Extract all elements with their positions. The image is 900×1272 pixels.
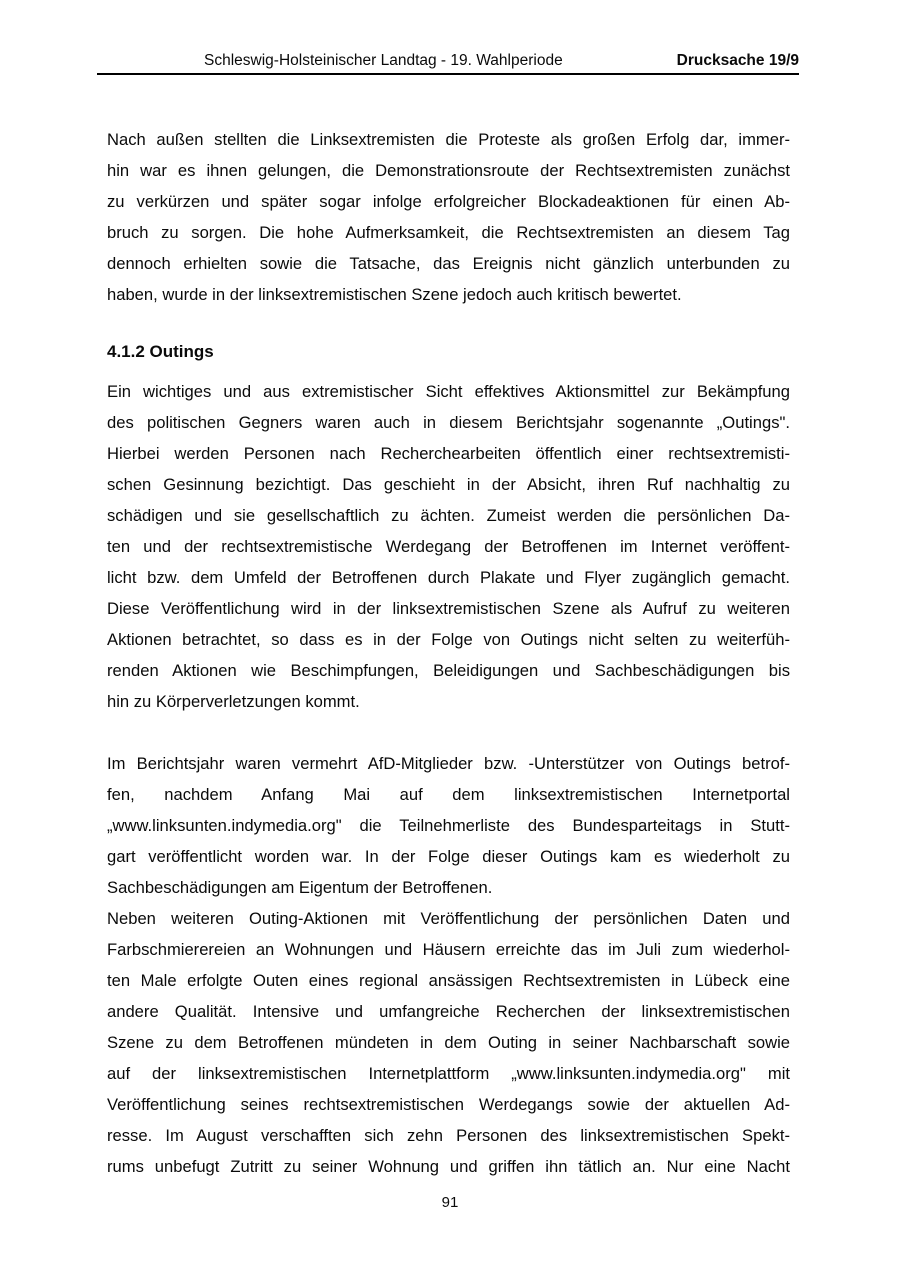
text-line: Neben weiteren Outing-Aktionen mit Veröffentlichung der persönlichen Daten und <box>107 909 790 928</box>
header-left-text: Schleswig-Holsteinischer Landtag - 19. Wahlperiode <box>204 52 563 69</box>
paragraph-4 <box>107 903 790 1182</box>
header-right-text: Drucksache 19/9 <box>676 52 799 69</box>
text-line: dennoch erhielten sowie die Tatsache, das Ereignis nicht gänzlich unterbunden zu <box>107 254 790 273</box>
text-line: Szene zu dem Betroffenen mündeten in dem Outing in seiner Nachbarschaft sowie <box>107 1033 790 1052</box>
text-line: schen Gesinnung bezichtigt. Das geschieht in der Absicht, ihren Ruf nachhaltig zu <box>107 475 790 494</box>
text-line: Hierbei werden Personen nach Recherchearbeiten öffentlich einer rechtsextremisti- <box>107 444 790 463</box>
text-line: andere Qualität. Intensive und umfangreiche Recherchen der linksextremistischen <box>107 1002 790 1021</box>
text-line: hin war es ihnen gelungen, die Demonstrationsroute der Rechtsextremisten zunächst <box>107 161 790 180</box>
page-number: 91 <box>441 1194 459 1211</box>
text-line: Ein wichtiges und aus extremistischer Sicht effektives Aktionsmittel zur Bekämpfung <box>107 382 790 401</box>
text-line: gart veröffentlicht worden war. In der Folge dieser Outings kam es wiederholt zu <box>107 847 790 866</box>
text-line: ten Male erfolgte Outen eines regional ansässigen Rechtsextremisten in Lübeck eine <box>107 971 790 990</box>
text-line: resse. Im August verschafften sich zehn Personen des linksextremistischen Spekt- <box>107 1126 790 1145</box>
section-heading: 4.1.2 Outings <box>107 342 214 361</box>
text-line: renden Aktionen wie Beschimpfungen, Beleidigungen und Sachbeschädigungen bis <box>107 661 790 680</box>
text-line: licht bzw. dem Umfeld der Betroffenen durch Plakate und Flyer zugänglich gemacht. <box>107 568 790 587</box>
text-line: Im Berichtsjahr waren vermehrt AfD-Mitglieder bzw. -Unterstützer von Outings betrof- <box>107 754 790 773</box>
paragraph-1 <box>107 124 790 310</box>
text-line: zu verkürzen und später sogar infolge erfolgreicher Blockadeaktionen für einen Ab- <box>107 192 790 211</box>
text-line: „www.linksunten.indymedia.org" die Teilnehmerliste des Bundesparteitags in Stutt- <box>107 816 790 835</box>
text-line: Aktionen betrachtet, so dass es in der Folge von Outings nicht selten zu weiterfüh- <box>107 630 790 649</box>
page-header <box>97 52 799 70</box>
text-line: Diese Veröffentlichung wird in der linksextremistischen Szene als Aufruf zu weiteren <box>107 599 790 618</box>
text-line: haben, wurde in der linksextremistischen Szene jedoch auch kritisch bewertet. <box>107 285 682 304</box>
text-line: schädigen und sie gesellschaftlich zu ächten. Zumeist werden die persönlichen Da- <box>107 506 790 525</box>
paragraph-3 <box>107 748 790 903</box>
text-line: fen, nachdem Anfang Mai auf dem linksextremistischen Internetportal <box>107 785 790 804</box>
text-line: Veröffentlichung seines rechtsextremistischen Werdegangs sowie der aktuellen Ad- <box>107 1095 790 1114</box>
text-line: Nach außen stellten die Linksextremisten die Proteste als großen Erfolg dar, immer- <box>107 130 790 149</box>
text-line: hin zu Körperverletzungen kommt. <box>107 692 360 711</box>
text-line: ten und der rechtsextremistische Werdegang der Betroffenen im Internet veröffent- <box>107 537 790 556</box>
text-line: auf der linksextremistischen Internetplattform „www.linksunten.indymedia.org" mit <box>107 1064 790 1083</box>
text-line: des politischen Gegners waren auch in diesem Berichtsjahr sogenannte „Outings". <box>107 413 790 432</box>
text-line: bruch zu sorgen. Die hohe Aufmerksamkeit, die Rechtsextremisten an diesem Tag <box>107 223 790 242</box>
paragraph-2 <box>107 376 790 717</box>
header-rule <box>97 73 799 75</box>
text-line: Sachbeschädigungen am Eigentum der Betroffenen. <box>107 878 493 897</box>
document-body <box>107 124 790 1182</box>
text-line: Farbschmierereien an Wohnungen und Häusern erreichte das im Juli zum wiederhol- <box>107 940 790 959</box>
text-line: rums unbefugt Zutritt zu seiner Wohnung und griffen ihn tätlich an. Nur eine Nacht <box>107 1157 790 1176</box>
